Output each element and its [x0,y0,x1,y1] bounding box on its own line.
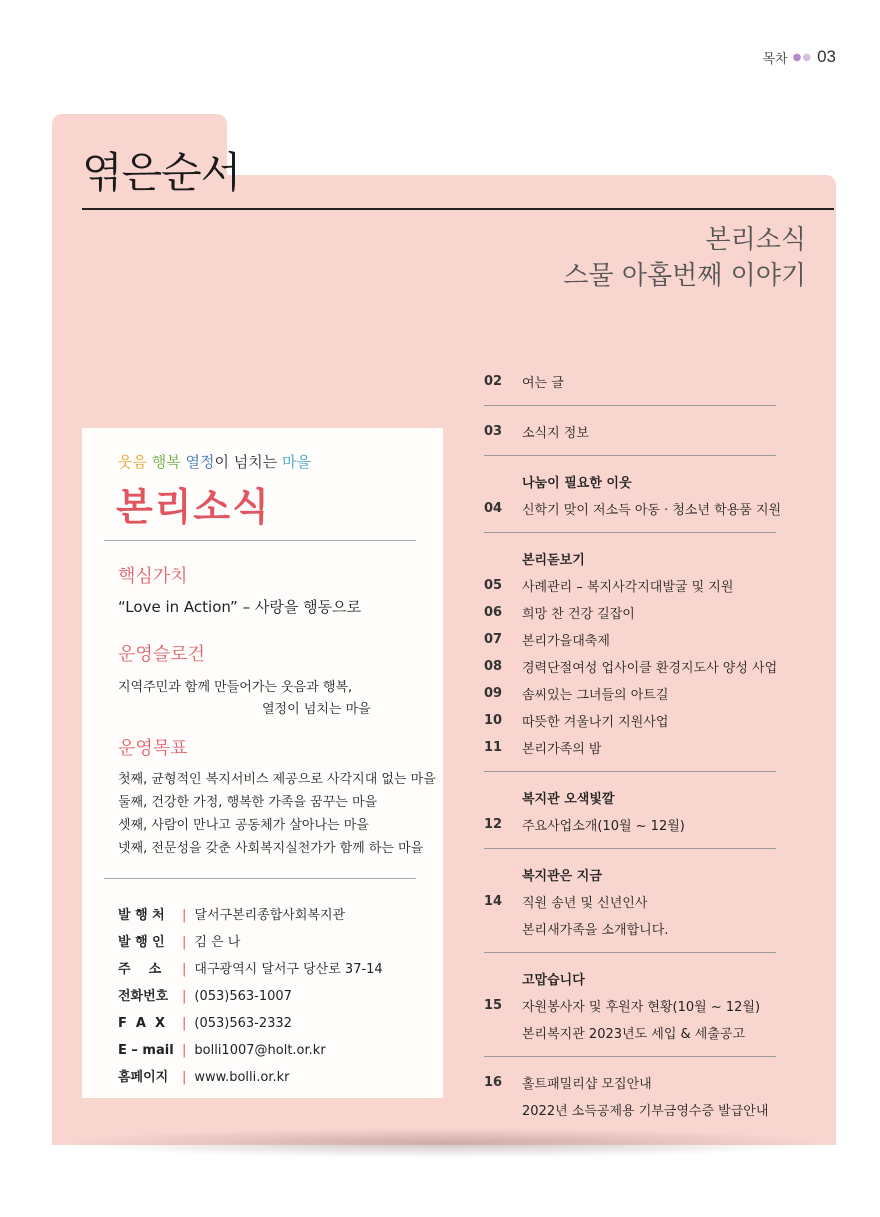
goal-item: 첫째, 균형적인 복지서비스 제공으로 사각지대 없는 마을 [118,772,436,787]
pub-row: 전화번호 | (053)563-1007 [118,983,383,1010]
goal-list [118,768,436,860]
toc-item[interactable] [484,572,784,599]
toc-page: 12 [484,817,503,832]
toc-divider [484,1056,776,1057]
section-label: 목차 [762,51,788,67]
toc-item[interactable] [484,1019,784,1046]
toc-item[interactable] [484,368,784,395]
toc-text: 여는 글 [522,376,564,391]
pub-label: 주 소 [118,962,162,977]
toc-text: 솜씨있는 그녀들의 아트길 [522,688,669,703]
pub-label: 발 행 인 [118,935,165,950]
toc-text: 본리새가족을 소개합니다. [522,923,669,938]
dots-icon: ●● [792,51,813,63]
tagline-word: 이 넘치는 [214,453,278,471]
pub-value[interactable]: bolli1007@holt.or.kr [194,1043,326,1058]
title-divider [82,208,834,210]
page-number: 03 [817,47,836,66]
toc-page: 11 [484,740,503,755]
toc-page: 05 [484,578,503,593]
toc-item[interactable] [484,811,784,838]
goal-item: 셋째, 사람이 만나고 공동체가 살아나는 마을 [118,818,369,833]
tagline-word: 행복 [151,453,181,471]
toc-divider [484,952,776,953]
pub-label: 발 행 처 [118,908,165,923]
toc-page: 08 [484,659,503,674]
page-title: 엮은순서 [82,148,241,197]
toc-item[interactable] [484,1069,784,1096]
toc-category: 복지관은 지금 [522,869,602,884]
toc-divider [484,405,776,406]
toc-item[interactable] [484,418,784,445]
logo: 본리소식 [116,485,271,529]
toc-text: 주요사업소개(10월 ~ 12월) [522,819,685,834]
toc-page: 07 [484,632,503,647]
toc-item[interactable] [484,992,784,1019]
toc-divider [484,771,776,772]
toc-item[interactable] [484,495,784,522]
toc-page: 03 [484,424,503,439]
toc-text: 홀트패밀리샵 모집안내 [522,1077,652,1092]
toc-item[interactable] [484,626,784,653]
subtitle-line1: 본리소식 [705,225,806,255]
toc-page: 14 [484,894,503,909]
panel-shadow [60,1128,830,1158]
tagline [118,451,311,472]
info-box [82,428,443,1098]
pub-value: (053)563-2332 [194,1016,292,1031]
toc-page: 09 [484,686,503,701]
divider [104,878,416,879]
toc-text: 소식지 정보 [522,426,589,441]
toc-category: 나눔이 필요한 이웃 [522,476,632,491]
pub-row: E – mail | bolli1007@holt.or.kr [118,1037,383,1064]
pub-label: 전화번호 [118,989,169,1004]
toc-text: 신학기 맞이 저소득 아동 · 청소년 학용품 지원 [522,503,782,518]
toc-category: 복지관 오색빛깔 [522,792,615,807]
pub-value: (053)563-1007 [194,989,292,1004]
toc-text: 따뜻한 겨울나기 지원사업 [522,715,669,730]
pub-label: F A X [118,1016,166,1031]
toc-category: 고맙습니다 [522,973,585,988]
toc-text: 자원봉사자 및 후원자 현황(10월 ~ 12월) [522,1000,761,1015]
pub-value: 대구광역시 달서구 당산로 37-14 [194,962,383,977]
pub-label: E – mail [118,1043,174,1058]
toc-text: 사례관리 – 복지사각지대발굴 및 지원 [522,580,734,595]
toc-text: 본리가을대축제 [522,634,610,649]
toc-item[interactable] [484,599,784,626]
toc-item[interactable] [484,888,784,915]
pub-label: 홈페이지 [118,1070,169,1085]
pub-value[interactable]: www.bolli.or.kr [194,1070,290,1085]
issue-subtitle [563,222,806,294]
tagline-word: 열정 [185,453,215,471]
toc-page: 04 [484,501,503,516]
toc-page: 16 [484,1075,503,1090]
core-heading: 핵심가치 [118,566,188,587]
toc-item[interactable] [484,734,784,761]
pub-row: F A X | (053)563-2332 [118,1010,383,1037]
toc-list [484,368,784,1123]
toc-page: 06 [484,605,503,620]
pub-row: 주 소 | 대구광역시 달서구 당산로 37-14 [118,956,383,983]
toc-item[interactable] [484,1096,784,1123]
goal-item: 둘째, 건강한 가정, 행복한 가족을 꿈꾸는 마을 [118,795,378,810]
toc-text: 경력단절여성 업사이클 환경지도사 양성 사업 [522,661,778,676]
pub-row: 발 행 처 | 달서구본리종합사회복지관 [118,902,383,929]
pub-value: 김 은 나 [194,935,241,950]
subtitle-line2: 스물 아홉번째 이야기 [563,261,806,291]
toc-text: 본리가족의 밤 [522,742,602,757]
toc-text: 희망 찬 건강 길잡이 [522,607,635,622]
pub-row: 발 행 인 | 김 은 나 [118,929,383,956]
toc-item[interactable] [484,653,784,680]
toc-text: 2022년 소득공제용 기부금영수증 발급안내 [522,1104,769,1119]
publication-info [118,902,383,1091]
toc-item[interactable] [484,915,784,942]
toc-text: 본리복지관 2023년도 세입 & 세출공고 [522,1027,746,1042]
slogan-line1: 지역주민과 함께 만들어가는 웃음과 행복, [118,680,353,695]
toc-divider [484,848,776,849]
tagline-word: 마을 [282,453,312,471]
toc-page: 02 [484,374,503,389]
page-header [762,47,836,67]
toc-divider [484,455,776,456]
pub-value: 달서구본리종합사회복지관 [194,908,346,923]
tagline-word: 웃음 [118,453,147,471]
toc-item[interactable] [484,707,784,734]
slogan-line2: 열정이 넘치는 마을 [262,702,371,717]
slogan-heading: 운영슬로건 [118,644,205,665]
toc-page: 15 [484,998,503,1013]
toc-page: 10 [484,713,503,728]
divider [104,540,416,541]
toc-text: 직원 송년 및 신년인사 [522,896,648,911]
pub-row: 홈페이지 | www.bolli.or.kr [118,1064,383,1091]
toc-divider [484,532,776,533]
goal-item: 넷째, 전문성을 갖춘 사회복지실천가가 함께 하는 마을 [118,841,424,856]
goal-heading: 운영목표 [118,738,188,759]
core-text: “Love in Action” – 사랑을 행동으로 [118,598,362,616]
toc-item[interactable] [484,680,784,707]
toc-category: 본리돋보기 [522,553,585,568]
